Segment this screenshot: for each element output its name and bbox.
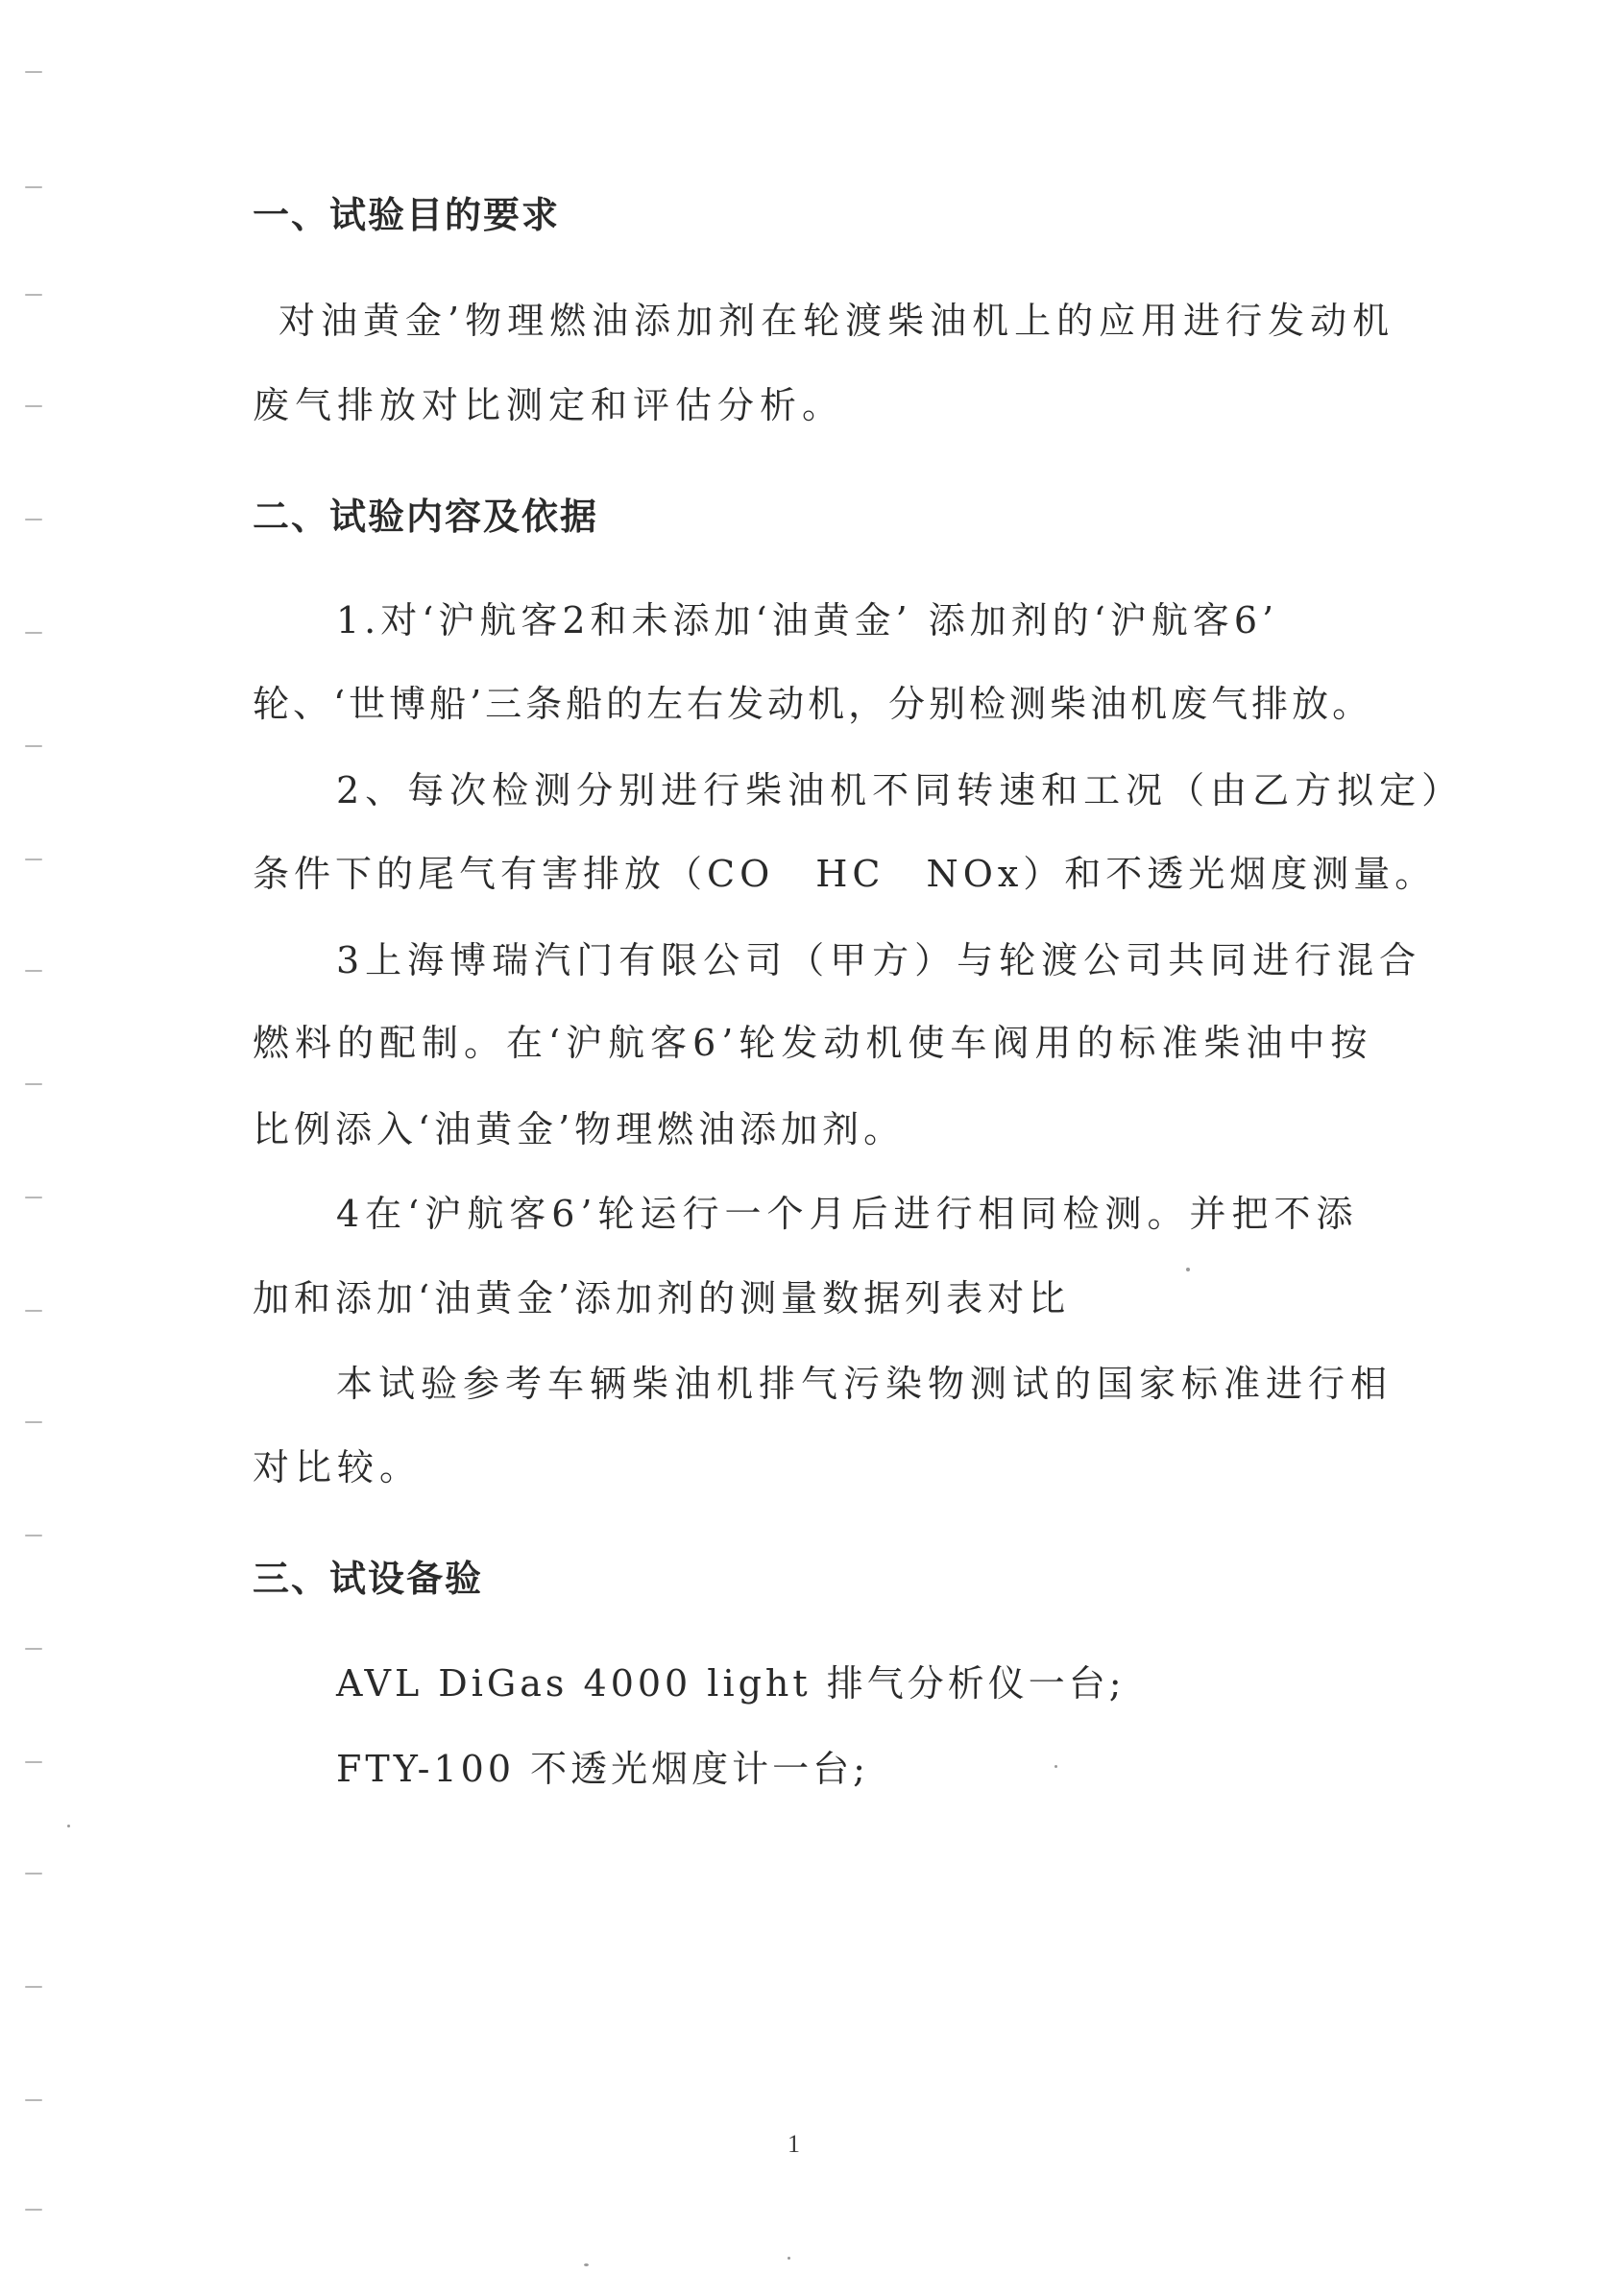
section-1-line-1: 对油黄金’物理燃油添加剂在轮渡柴油机上的应用进行发动机 bbox=[279, 300, 1395, 342]
section-2-line-4: 条件下的尾气有害排放（CO HC NOx）和不透光烟度测量。 bbox=[253, 853, 1437, 895]
scan-speck bbox=[1054, 1765, 1057, 1768]
section-2-line-1: 1.对‘沪航客2和未添加‘油黄金’ 添加剂的‘沪航客6’ bbox=[336, 599, 1279, 641]
section-2-line-7: 比例添入‘油黄金’物理燃油添加剂。 bbox=[253, 1108, 906, 1150]
section-2-line-2: 轮、‘世博船’三条船的左右发动机，分别检测柴油机废气排放。 bbox=[253, 683, 1373, 725]
section-2-line-10: 本试验参考车辆柴油机排气污染物测试的国家标准进行相 bbox=[336, 1363, 1394, 1405]
margin-marks bbox=[0, 0, 58, 2274]
section-2-line-9: 加和添加‘油黄金’添加剂的测量数据列表对比 bbox=[253, 1277, 1071, 1319]
section-heading-1: 一、试验目的要求 bbox=[253, 193, 561, 236]
section-heading-3: 三、试设备验 bbox=[253, 1557, 484, 1600]
section-2-line-11: 对比较。 bbox=[253, 1446, 423, 1488]
section-heading-2: 二、试验内容及依据 bbox=[253, 495, 599, 538]
section-1-line-2: 废气排放对比测定和评估分析。 bbox=[253, 384, 845, 426]
section-3-line-2: FTY-100 不透光烟度计一台; bbox=[336, 1748, 869, 1790]
section-3-line-1: AVL DiGas 4000 light 排气分析仪一台; bbox=[336, 1662, 1126, 1705]
scan-speck bbox=[1186, 1268, 1190, 1271]
section-2-line-6: 燃料的配制。在‘沪航客6’轮发动机使车阀用的标准柴油中按 bbox=[253, 1022, 1373, 1064]
section-2-line-3: 2、每次检测分别进行柴油机不同转速和工况（由乙方拟定） bbox=[336, 769, 1465, 811]
scan-speck bbox=[67, 1825, 70, 1827]
scan-speck bbox=[788, 2257, 790, 2260]
page-number: 1 bbox=[788, 2130, 800, 2158]
section-2-line-5: 3上海博瑞汽门有限公司（甲方）与轮渡公司共同进行混合 bbox=[336, 939, 1422, 981]
section-2-line-8: 4在‘沪航客6’轮运行一个月后进行相同检测。并把不添 bbox=[336, 1193, 1359, 1235]
scan-speck bbox=[584, 2263, 589, 2266]
